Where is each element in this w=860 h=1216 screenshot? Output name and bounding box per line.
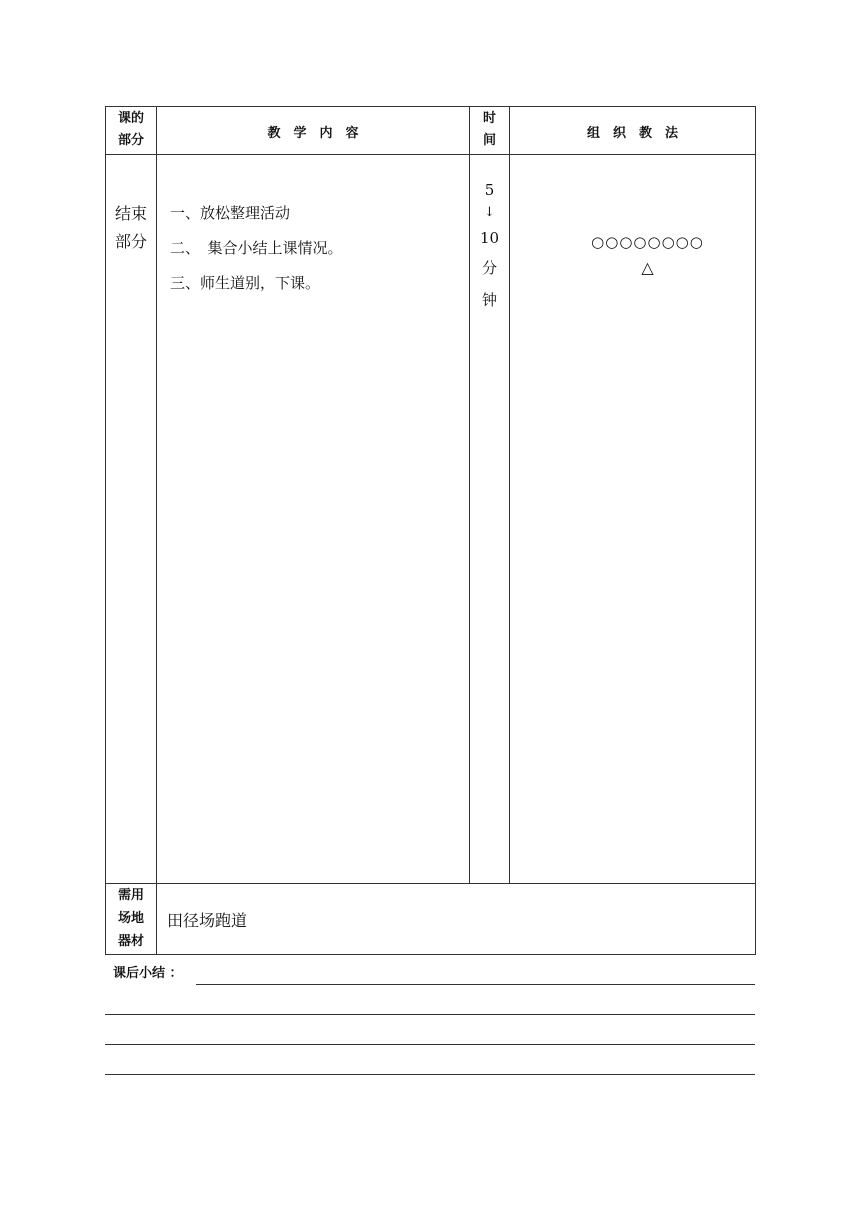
ending-section-line1: 结束 (114, 204, 147, 223)
list-item: 三、师生道别，下课。 (170, 274, 321, 292)
down-arrow-icon: ↓ (484, 205, 495, 220)
section-col-divider (156, 106, 157, 955)
header-method-label: 组 织 教 法 (586, 126, 678, 141)
list-item: 一、放松整理活动 (170, 204, 291, 222)
ending-content-list (170, 196, 465, 301)
header-section-line2: 部分 (117, 133, 144, 148)
table-top-border (105, 106, 755, 107)
header-time-label (470, 108, 509, 152)
equipment-label-line2: 场地 (117, 911, 144, 926)
summary-line-4 (105, 1074, 755, 1075)
formation-diagram (510, 231, 785, 283)
ending-bottom-border (105, 883, 755, 884)
equipment-label-line1: 需用 (117, 888, 144, 903)
table-bottom-border (105, 954, 755, 955)
equipment-label-line3: 器材 (117, 934, 144, 949)
header-section-label (106, 108, 156, 152)
ending-section-line2: 部分 (114, 232, 147, 251)
header-content-label: 教 学 内 容 (267, 126, 359, 141)
header-time-line1: 时 (482, 111, 496, 126)
time-end: 10 (479, 229, 500, 247)
summary-label: 课后小结 ： (113, 966, 183, 981)
equipment-label (106, 884, 156, 953)
ending-section-label (106, 200, 156, 256)
equipment-value: 田径场跑道 (167, 911, 248, 930)
header-section-line1: 课的 (117, 111, 144, 126)
header-bottom-border (105, 154, 755, 155)
time-unit-1: 分 (481, 259, 497, 277)
students-formation: ○○○○○○○○ (591, 233, 704, 251)
summary-line-1 (196, 984, 755, 985)
time-col-divider (509, 106, 510, 884)
header-time-line2: 间 (482, 133, 496, 148)
ending-time (470, 178, 509, 316)
summary-line-3 (105, 1044, 755, 1045)
time-start: 5 (484, 181, 495, 199)
time-unit-2: 钟 (481, 291, 497, 309)
teacher-marker-icon: △ (641, 258, 654, 277)
list-item: 二、 集合小结上课情况。 (170, 239, 343, 257)
summary-line-2 (105, 1014, 755, 1015)
